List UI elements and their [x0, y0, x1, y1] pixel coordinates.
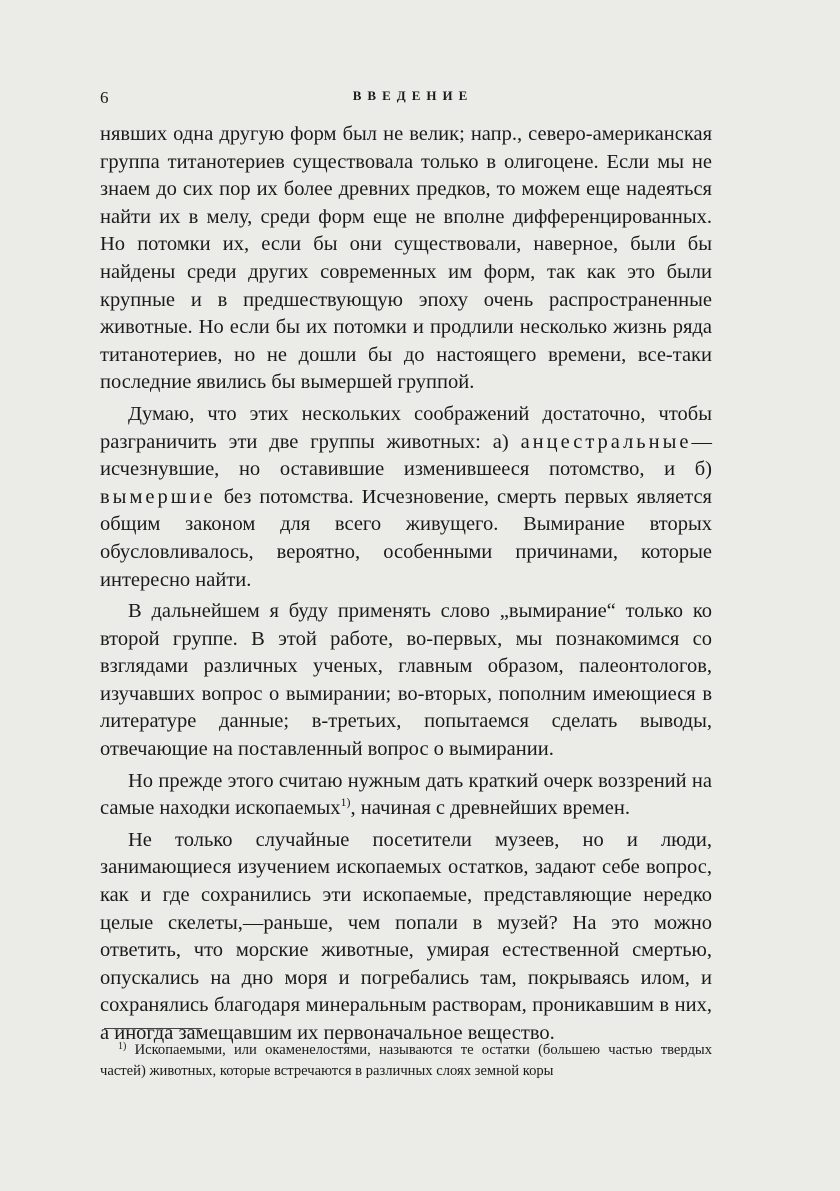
page-number: 6 [100, 88, 109, 107]
paragraph-4-text-b: , начиная с древнейших времен. [350, 797, 630, 820]
running-head [100, 88, 712, 110]
footnote [100, 1040, 712, 1081]
footnote-reference: 1) [340, 795, 351, 810]
paragraph-2 [100, 401, 712, 594]
paragraph-4-text-a: Но прежде этого считаю нужным дать краткий очерк воззрений на самые находки ископаемых [100, 769, 712, 820]
term-ancestral: анцестральные [520, 430, 692, 453]
running-title: ВВЕДЕНИЕ [352, 88, 474, 103]
footnote-marker: 1) [118, 1041, 127, 1052]
paragraph-2-text-c: без потомства. Исчезновение, смерть первых является общим законом для всего живущего. Вымирание вторых обусловливалось, вероятно, особенными причинами, которые интересно найти. [100, 485, 712, 591]
paragraph-1: нявших одна другую форм был не велик; напр., северо-американская группа титанотериев существовала только в олигоцене. Если мы не знаем до сих пор их более древних предков, то можем еще надеяться найти их в мелу, среди форм еще не вполне дифференцированных. Но потомки их, если бы они существовали, наверное, были бы найдены среди других современных им форм, так как это были крупные и в предшествующую эпоху очень распространенные животные. Но если бы их потомки и продлили несколько жизнь ряда титанотериев, но не дошли бы до настоящего времени, все-таки последние явились бы вымершей группой. [100, 123, 712, 394]
paragraph-4 [100, 768, 712, 823]
paragraph-2-text-a: Думаю, что этих нескольких соображений достаточно, чтобы разграничить эти две группы животных: а) [100, 402, 712, 453]
term-extinct: вымершие [100, 485, 216, 508]
paragraph-5: Не только случайные посетители музеев, но и люди, занимающиеся изучением ископаемых остатков, задают себе вопрос, как и где сохранились эти ископаемые, представляющие нередко целые скелеты,—раньше, чем попали в музей? На это можно ответить, что морские животные, умирая естественной смертью, опускались на дно моря и погребались там, покрываясь илом, и сохранялись благодаря минеральным растворам, проникавшим в них, а иногда замещавшим их первоначальное вещество. [100, 828, 712, 1044]
paragraph-2-text-b: —исчезнувшие, но оставившие изменившееся потомство, и б) [100, 430, 712, 481]
footnote-text: Ископаемыми, или окаменелостями, называются те остатки (большею частью твердых частей) животных, которые встречаются в различных слоях земной коры [100, 1042, 712, 1079]
body-text [100, 121, 712, 1052]
paragraph-3: В дальнейшем я буду применять слово „вымирание“ только ко второй группе. В этой работе, во-первых, мы познакомимся со взглядами различных ученых, главным образом, палеонтологов, изучавших вопрос о вымирании; во-вторых, пополним имеющиеся в литературе данные; в-третьих, попытаемся сделать выводы, отвечающие на поставленный вопрос о вымирании. [100, 600, 712, 761]
footnote-divider [104, 1028, 202, 1029]
